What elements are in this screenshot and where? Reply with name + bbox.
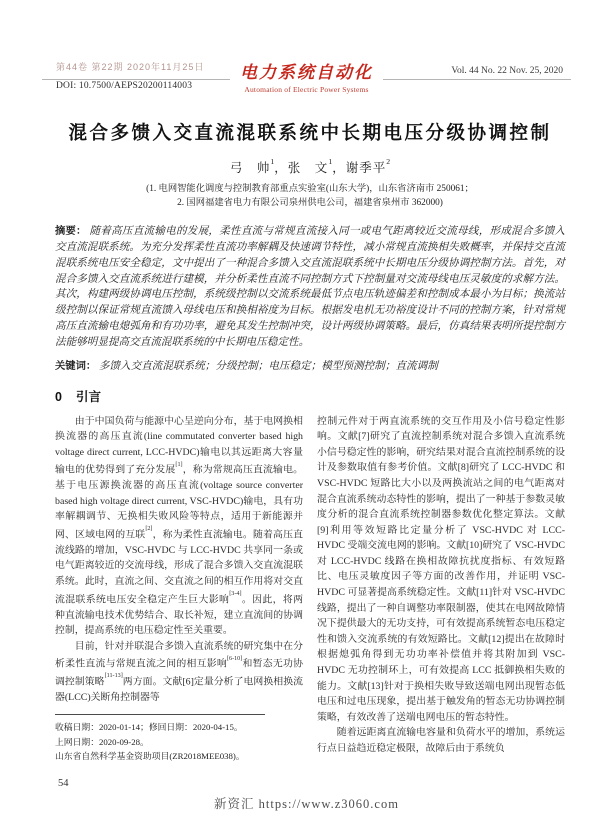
citation-superscript: 1 [328,156,333,166]
citation-superscript: 2 [386,156,391,166]
citation-superscript: [11-13] [104,673,123,680]
paragraph: 由于中国负荷与能源中心呈逆向分布，基于电网换相换流器的高压直流(line commutated converter based high voltage direct current, LCC-HVDC)输电以其远距离大容量输电的优势得到了充分发展[1]，称为常规高压直流输电。基于电压源换流器的高压直流(voltage source converter based high voltage direct current, VSC-HVDC)输电，具有功率解耦调节、无换相失败风险等特点，适用于新能源并网、区域电网的互联[2]，称为柔性直流输电。随着高压直流线路的增加，VSC-HVDC 与 LCC-HVDC 共享同一条或电气距离较近的交流母线，形成了混合多馈入交直流混联系统。此时，直流之间、交直流之间的相互作用将对交直流混联系统电压安全稳定产生巨大影响[3-4]。因此，将两种直流输电技术优势结合、取长补短，建立直流间的协调控制，提高系统的电压稳定性至关重要。 [55,415,303,637]
paragraph: 控制元件对于两直流系统的交互作用及小信号稳定性影响。文献[7]研究了直流控制系统对混合多馈入直流系统小信号稳定性的影响，研究结果对混合直流控制系统的设计及参数取值有参考价值。文献[8]研究了 LCC-HVDC 和 VSC-HVDC 短路比大小以及两换流站之间的电气距离对混合直流系统动态特性的影响，提出了一种基于参数灵敏度分析的混合直流系统控制器参数优化整定算法。文献[9]利用等效短路比定量分析了 VSC-HVDC 对 LCC-HVDC 受端交流电网的影响。文献[10]研究了 VSC-HVDC 对 LCC-HVDC 线路在换相故障抗扰度指标、有效短路比、电压灵敏度因子等方面的改善作用，并证明 VSC-HVDC 可显著提高系统稳定性。文献[11]针对 VSC-HVDC 线路，提出了一种自调整功率限制器，使其在电网故障情况下提供最大的无功支持，可有效提高系统暂态电压稳定性和馈入交流系统的有效短路比。文献[12]提出在故障时根据熄弧角得到无功功率补偿值并将其附加到 VSC-HVDC 无功控制环上，可有效提高 LCC 抵御换相失败的能力。文献[13]针对于换相失败导致送端电网出现暂态低电压和过电压现象，提出基于触发角的暂态无功协调控制策略，有效改善了送端电网电压的暂态特性。 [317,415,565,723]
citation-superscript: [2] [145,526,153,533]
paragraph: 随着远距离直流输电容量和负荷水平的增加，系统运行点日益趋近稳定极限，故障后由于系统负 [317,727,565,754]
keywords-block [55,359,565,375]
two-column-text [55,414,565,764]
footnote-line: 收稿日期：2020-01-14；修回日期：2020-04-15。 [55,722,243,733]
authors-line: 弓 帅$^1$，张 文$^1$，谢季平$^2$ [229,156,391,176]
keywords-text: 多馈入交直流混联系统；分级控制；电压稳定；模型预测控制；直流调制 [98,360,438,372]
section-heading [55,389,565,406]
left-paragraphs [55,414,303,706]
column-left [55,414,303,764]
right-paragraphs [317,414,565,757]
column-right [317,414,565,764]
affiliations [55,183,565,210]
citation-superscript: [1] [175,461,183,468]
citation-superscript: [6-10] [226,655,243,662]
footnote-line: 山东省自然科学基金资助项目(ZR2018MEE038)。 [55,751,245,762]
footnote-rule [55,714,265,715]
section-number: 0 [55,389,62,404]
keywords-label: 关键词： [55,360,97,372]
abstract-label: 摘要： [55,226,87,238]
affiliation-line: 2. 国网福建省电力有限公司泉州供电公司，福建省泉州市 362000) [177,197,443,208]
doi-text: DOI: 10.7500/AEPS20200114003 [56,81,193,91]
citation-superscript: [3-4] [229,590,242,597]
article-body [55,120,565,764]
journal-logo-box [230,58,383,94]
footnote-line: 上网日期：2020-09-28。 [55,736,149,747]
footnote-block [55,709,303,764]
issue-info-en: Vol. 44 No. 22 Nov. 25, 2020 [451,66,563,76]
paragraph: 目前，针对并联混合多馈入直流系统的研究集中在分析柔性直流与常规直流之间的相互影响[6-10]和暂态无功协调控制策略[11-13]两方面。文献[6]定量分析了电网换相换流器(LCC)关断角控制器等 [55,640,303,704]
journal-logo [0,58,613,97]
article-title: 混合多馈入交直流混联系统中长期电压分级协调控制 [68,122,552,143]
affiliation-line: (1. 电网智能化调度与控制教育部重点实验室(山东大学)，山东省济南市 250061； [146,184,474,195]
section-title: 引言 [75,389,101,404]
page-number: 54 [58,778,69,789]
journal-name-en: Automation of Electric Power Systems [244,85,369,94]
abstract-block [55,224,565,350]
journal-name-cn: 电力系统自动化 [240,63,373,83]
abstract-text: 随着高压直流输电的发展，柔性直流与常规直流接入同一或电气距离较近交流母线，形成混合多馈入交直流混联系统。为充分发挥柔性直流功率解耦及快速调节特性，减小常规直流换相失败概率，并保持交直流混联系统电压安全稳定，文中提出了一种混合多馈入交直流混联系统中长期电压分级协调控制方法。首先，对混合多馈入交直流系统进行建模，并分析柔性直流不同控制方式下控制量对交流母线电压灵敏度的求解方法。其次，构建两级协调电压控制，系统级控制以交流系统最低节点电压轨迹偏差和控制成本最小为目标；换流站级控制以保证常规直流馈入母线电压和换相裕度为目标。根据发电机无功裕度设计不同的控制方案，针对常规高压直流输电熄弧角和有功功率，避免其发生控制冲突，设计两级协调策略。最后，仿真结果表明所提控制方法能够明显提高交直流混联系统的中长期电压稳定性。 [55,226,566,348]
citation-superscript: 1 [270,156,275,166]
watermark: 新资汇 https://www.z3060.com [214,797,399,811]
issue-info-cn: 第44卷 第22期 2020年11月25日 [56,62,205,72]
